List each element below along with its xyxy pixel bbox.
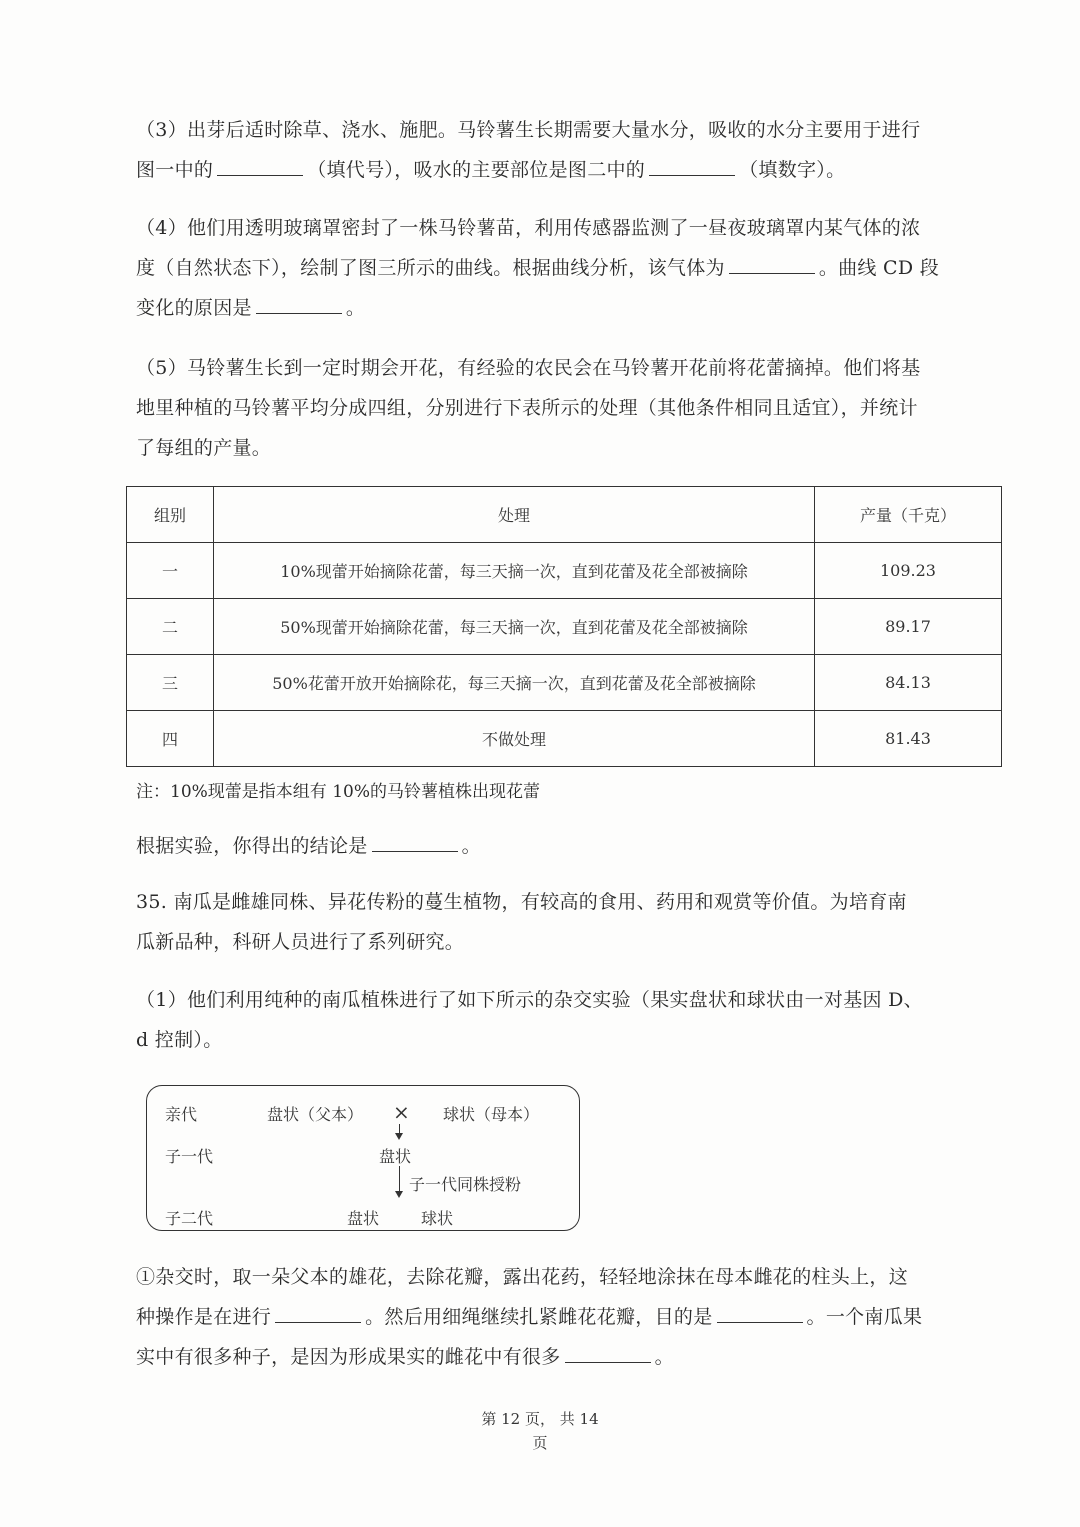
cell-treatment: 不做处理 [214, 711, 815, 767]
q35-1a-text-d: 实中有很多种子，是因为形成果实的雌花中有很多 [136, 1346, 561, 1368]
q4-text-c: 变化的原因是 [136, 297, 252, 319]
answer-blank[interactable] [717, 1304, 803, 1323]
cell-group: 一 [127, 543, 214, 599]
answer-blank[interactable] [275, 1304, 361, 1323]
conclusion-text: 根据实验，你得出的结论是 [136, 835, 368, 857]
cell-treatment: 10%现蕾开始摘除花蕾，每三天摘一次，直到花蕾及花全部被摘除 [214, 543, 815, 599]
q35-1a-text-e: 。 [654, 1346, 674, 1368]
q5-line3: 了每组的产量。 [136, 437, 272, 459]
parent-male: 盘状（父本） [267, 1105, 364, 1124]
cell-yield: 84.13 [815, 655, 1002, 711]
table-note: 注：10%现蕾是指本组有 10%的马铃薯植株出现花蕾 [136, 782, 540, 802]
f2-generation-label: 子二代 [165, 1209, 214, 1228]
cross-symbol: × [393, 1100, 410, 1124]
q35-1a-line1: ①杂交时，取一朵父本的雄花，去除花瓣，露出花药，轻轻地涂抹在母本雌花的柱头上，这 [136, 1266, 909, 1288]
q35-1-line1: （1）他们利用纯种的南瓜植株进行了如下所示的杂交实验（果实盘状和球状由一对基因 D、 [136, 989, 923, 1011]
q3-line2 [136, 150, 996, 190]
header-group: 组别 [127, 487, 214, 543]
question-3 [136, 110, 996, 190]
cross-diagram [146, 1085, 580, 1231]
q35-1a-text-b: 。然后用细绳继续扎紧雌花花瓣，目的是 [365, 1306, 713, 1328]
answer-blank[interactable] [217, 157, 303, 176]
cell-yield: 89.17 [815, 599, 1002, 655]
page-number-suffix: 页 [532, 1434, 548, 1452]
q4-line1: （4）他们用透明玻璃罩密封了一株马铃薯苗，利用传感器监测了一昼夜玻璃罩内某气体的浓 [136, 217, 921, 239]
conclusion-line [136, 826, 996, 866]
conclusion-end: 。 [461, 835, 481, 857]
q4-text-a: 度（自然状态下），绘制了图三所示的曲线。根据曲线分析，该气体为 [136, 257, 725, 279]
f1-self-pollination-note: 子一代同株授粉 [409, 1175, 522, 1194]
f1-generation-label: 子一代 [165, 1147, 214, 1166]
question-35 [136, 882, 996, 962]
q35-1a-line3 [136, 1337, 996, 1377]
cell-yield: 109.23 [815, 543, 1002, 599]
q35-line1: 35. 南瓜是雌雄同株、异花传粉的蔓生植物，有较高的食用、药用和观赏等价值。为培育南 [136, 891, 907, 913]
cell-yield: 81.43 [815, 711, 1002, 767]
question-4 [136, 208, 996, 328]
table-row [127, 543, 1002, 599]
table-header-row [127, 487, 1002, 543]
down-arrow-icon [395, 1191, 403, 1198]
q5-line2: 地里种植的马铃薯平均分成四组，分别进行下表所示的处理（其他条件相同且适宜），并统计 [136, 397, 918, 419]
cell-treatment: 50%花蕾开放开始摘除花，每三天摘一次，直到花蕾及花全部被摘除 [214, 655, 815, 711]
q4-line3 [136, 288, 996, 328]
down-arrow-icon [395, 1133, 403, 1140]
yield-table [126, 486, 1002, 767]
q3-text-c: （填数字）。 [739, 159, 846, 181]
parent-female: 球状（母本） [443, 1105, 540, 1124]
question-5 [136, 348, 996, 468]
f2-value-sphere: 球状 [421, 1209, 454, 1228]
cell-treatment: 50%现蕾开始摘除花蕾，每三天摘一次，直到花蕾及花全部被摘除 [214, 599, 815, 655]
header-yield: 产量（千克） [815, 487, 1002, 543]
cell-group: 二 [127, 599, 214, 655]
answer-blank[interactable] [565, 1344, 651, 1363]
cell-group: 四 [127, 711, 214, 767]
answer-blank[interactable] [256, 295, 342, 314]
q3-line1: （3）出芽后适时除草、浇水、施肥。马铃薯生长期需要大量水分，吸收的水分主要用于进行 [136, 119, 921, 141]
header-treatment: 处理 [214, 487, 815, 543]
q5-line1: （5）马铃薯生长到一定时期会开花，有经验的农民会在马铃薯开花前将花蕾摘掉。他们将基 [136, 357, 921, 379]
table-row [127, 655, 1002, 711]
f1-value: 盘状 [379, 1147, 412, 1166]
q3-text-b: （填代号），吸水的主要部位是图二中的 [307, 159, 646, 181]
q35-1a-text-c: 。一个南瓜果 [806, 1306, 923, 1328]
q4-line2 [136, 248, 996, 288]
table-row [127, 711, 1002, 767]
q4-text-b: 。曲线 CD 段 [818, 257, 940, 279]
arrow-line [399, 1166, 400, 1192]
page-number: 第 12 页， 共 14 [481, 1410, 599, 1428]
q35-1-line2: d 控制）。 [136, 1029, 223, 1051]
q35-1a-text-a: 种操作是在进行 [136, 1306, 272, 1328]
table-row [127, 599, 1002, 655]
parent-generation-label: 亲代 [165, 1105, 198, 1124]
question-35-1-a [136, 1257, 996, 1377]
q35-1a-line2 [136, 1297, 996, 1337]
q35-line2: 瓜新品种，科研人员进行了系列研究。 [136, 931, 465, 953]
answer-blank[interactable] [372, 833, 458, 852]
answer-blank[interactable] [649, 157, 735, 176]
q4-text-d: 。 [345, 297, 366, 319]
cell-group: 三 [127, 655, 214, 711]
question-35-1 [136, 980, 996, 1060]
answer-blank[interactable] [729, 255, 815, 274]
q3-text-a: 图一中的 [136, 159, 214, 181]
f2-value-disc: 盘状 [347, 1209, 380, 1228]
